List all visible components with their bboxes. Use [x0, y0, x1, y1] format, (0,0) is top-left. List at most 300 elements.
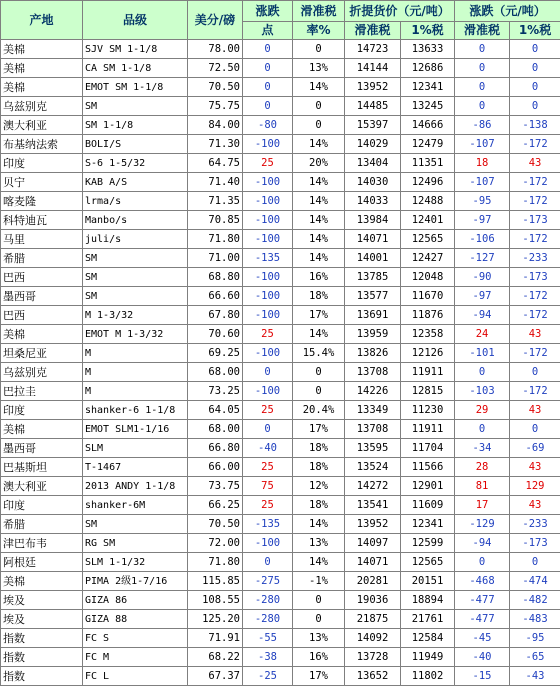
cell-change-points: 25	[243, 154, 293, 173]
cell-price: 68.80	[188, 268, 243, 287]
cell-price-sliding: 13541	[345, 496, 401, 515]
cell-price-1pct: 12341	[401, 515, 455, 534]
cell-change-sliding: -86	[455, 116, 510, 135]
cell-change-sliding: -107	[455, 173, 510, 192]
cell-sliding-tax-rate: 20.4%	[293, 401, 345, 420]
table-row	[1, 192, 560, 211]
cell-grade: EMOT SM 1-1/8	[83, 78, 188, 97]
cell-price: 115.85	[188, 572, 243, 591]
cell-change-points: 0	[243, 363, 293, 382]
cell-grade: RG SM	[83, 534, 188, 553]
cell-change-sliding: -106	[455, 230, 510, 249]
cell-change-1pct: 0	[510, 420, 560, 439]
header-port-1pct: 1%税	[401, 22, 455, 40]
cell-change-sliding: -107	[455, 135, 510, 154]
table-row	[1, 344, 560, 363]
cell-change-points: -100	[243, 211, 293, 230]
cell-grade: lrma/s	[83, 192, 188, 211]
cell-grade: SLM	[83, 439, 188, 458]
header-sliding-tax-bottom: 率%	[293, 22, 345, 40]
cell-origin: 墨西哥	[1, 439, 83, 458]
cell-price-1pct: 11566	[401, 458, 455, 477]
cell-sliding-tax-rate: 0	[293, 382, 345, 401]
cell-origin: 埃及	[1, 591, 83, 610]
cell-change-1pct: 129	[510, 477, 560, 496]
header-change-points-bottom: 点	[243, 22, 293, 40]
cell-price: 70.50	[188, 515, 243, 534]
cell-grade: SJV SM 1-1/8	[83, 40, 188, 59]
cell-price-1pct: 18894	[401, 591, 455, 610]
cell-price-sliding: 13959	[345, 325, 401, 344]
table-row	[1, 439, 560, 458]
cell-grade: T-1467	[83, 458, 188, 477]
table-row	[1, 306, 560, 325]
cell-change-sliding: 0	[455, 363, 510, 382]
cell-price-sliding: 21875	[345, 610, 401, 629]
cell-change-sliding: -34	[455, 439, 510, 458]
cell-grade: SM	[83, 97, 188, 116]
cell-price-1pct: 11230	[401, 401, 455, 420]
cell-origin: 希腊	[1, 515, 83, 534]
cell-change-points: -100	[243, 173, 293, 192]
cell-change-points: 75	[243, 477, 293, 496]
header-grade: 品级	[83, 1, 188, 40]
cell-sliding-tax-rate: 14%	[293, 135, 345, 154]
cell-grade: PIMA 2级1-7/16	[83, 572, 188, 591]
cell-change-sliding: 0	[455, 553, 510, 572]
cell-price-sliding: 13349	[345, 401, 401, 420]
header-usd-per-lb: 美分/磅	[188, 1, 243, 40]
cell-change-1pct: 0	[510, 553, 560, 572]
cell-grade: M	[83, 382, 188, 401]
cell-change-1pct: -172	[510, 287, 560, 306]
cell-price-1pct: 12496	[401, 173, 455, 192]
header-change-yuan: 涨跌（元/吨）	[455, 1, 560, 22]
table-row	[1, 325, 560, 344]
cell-origin: 美棉	[1, 420, 83, 439]
cell-price-1pct: 11911	[401, 363, 455, 382]
cell-change-1pct: -172	[510, 306, 560, 325]
header-change-points-top: 涨跌	[243, 1, 293, 22]
table-row	[1, 477, 560, 496]
cell-price: 71.35	[188, 192, 243, 211]
cell-price-1pct: 11876	[401, 306, 455, 325]
cell-origin: 科特迪瓦	[1, 211, 83, 230]
cell-price-sliding: 13652	[345, 667, 401, 686]
cell-change-1pct: -43	[510, 667, 560, 686]
cell-grade: SM	[83, 515, 188, 534]
table-row	[1, 230, 560, 249]
cell-origin: 巴拉圭	[1, 382, 83, 401]
cell-price: 71.80	[188, 553, 243, 572]
header-sliding-tax-top: 滑准税	[293, 1, 345, 22]
cell-origin: 印度	[1, 496, 83, 515]
table-row	[1, 154, 560, 173]
cell-change-points: -100	[243, 287, 293, 306]
cell-price-sliding: 19036	[345, 591, 401, 610]
cell-origin: 墨西哥	[1, 287, 83, 306]
cell-grade: KAB A/S	[83, 173, 188, 192]
cell-price: 125.20	[188, 610, 243, 629]
cell-price-1pct: 11949	[401, 648, 455, 667]
cell-grade: S-6 1-5/32	[83, 154, 188, 173]
header-change-sliding: 滑准税	[455, 22, 510, 40]
cell-change-points: -38	[243, 648, 293, 667]
cell-change-1pct: -482	[510, 591, 560, 610]
cell-change-1pct: -474	[510, 572, 560, 591]
table-row	[1, 401, 560, 420]
cell-grade: GIZA 86	[83, 591, 188, 610]
cell-origin: 澳大利亚	[1, 116, 83, 135]
cell-change-1pct: -95	[510, 629, 560, 648]
table-row	[1, 249, 560, 268]
cell-change-1pct: -172	[510, 173, 560, 192]
table-row	[1, 40, 560, 59]
cell-price-1pct: 12126	[401, 344, 455, 363]
cell-sliding-tax-rate: 0	[293, 97, 345, 116]
cell-price: 66.00	[188, 458, 243, 477]
table-row	[1, 268, 560, 287]
cell-sliding-tax-rate: 14%	[293, 173, 345, 192]
table-row	[1, 382, 560, 401]
cell-price: 70.50	[188, 78, 243, 97]
cell-change-points: 0	[243, 78, 293, 97]
cell-change-1pct: 0	[510, 363, 560, 382]
cell-price-1pct: 12479	[401, 135, 455, 154]
header-port-price: 折提货价（元/吨）	[345, 1, 455, 22]
cell-price-sliding: 14001	[345, 249, 401, 268]
cell-price-sliding: 13691	[345, 306, 401, 325]
cell-change-points: -100	[243, 192, 293, 211]
cell-change-1pct: 0	[510, 59, 560, 78]
cell-change-1pct: 43	[510, 401, 560, 420]
cell-origin: 指数	[1, 648, 83, 667]
header-origin: 产地	[1, 1, 83, 40]
cell-change-points: 25	[243, 496, 293, 515]
cell-change-1pct: -233	[510, 515, 560, 534]
cell-price: 66.25	[188, 496, 243, 515]
table-row	[1, 496, 560, 515]
cell-change-sliding: -97	[455, 287, 510, 306]
table-row	[1, 116, 560, 135]
cell-grade: FC M	[83, 648, 188, 667]
cell-change-points: -100	[243, 382, 293, 401]
cell-origin: 喀麦隆	[1, 192, 83, 211]
cell-price-sliding: 13404	[345, 154, 401, 173]
table-row	[1, 648, 560, 667]
cell-price-1pct: 12599	[401, 534, 455, 553]
cell-change-sliding: 0	[455, 40, 510, 59]
table-row	[1, 363, 560, 382]
cell-price: 68.00	[188, 363, 243, 382]
cell-grade: SM 1-1/8	[83, 116, 188, 135]
cell-change-1pct: -172	[510, 192, 560, 211]
cell-price-sliding: 14071	[345, 230, 401, 249]
cell-sliding-tax-rate: 14%	[293, 230, 345, 249]
cell-grade: SM	[83, 268, 188, 287]
cell-change-1pct: -172	[510, 382, 560, 401]
cell-price-1pct: 12341	[401, 78, 455, 97]
cell-origin: 印度	[1, 154, 83, 173]
cell-price-1pct: 12565	[401, 230, 455, 249]
cell-price: 71.30	[188, 135, 243, 154]
table-row	[1, 78, 560, 97]
cell-change-points: 25	[243, 325, 293, 344]
cell-origin: 美棉	[1, 59, 83, 78]
cell-sliding-tax-rate: 14%	[293, 211, 345, 230]
cell-change-sliding: -127	[455, 249, 510, 268]
cell-change-sliding: -477	[455, 610, 510, 629]
cell-price: 71.40	[188, 173, 243, 192]
cell-change-sliding: -40	[455, 648, 510, 667]
cell-change-points: -275	[243, 572, 293, 591]
cell-price-1pct: 11670	[401, 287, 455, 306]
cell-price-1pct: 12048	[401, 268, 455, 287]
cell-origin: 希腊	[1, 249, 83, 268]
table-row	[1, 515, 560, 534]
cell-change-points: -135	[243, 249, 293, 268]
cell-grade: M 1-3/32	[83, 306, 188, 325]
cell-change-points: 0	[243, 97, 293, 116]
cell-sliding-tax-rate: 14%	[293, 192, 345, 211]
cell-sliding-tax-rate: 16%	[293, 648, 345, 667]
cell-price: 66.60	[188, 287, 243, 306]
cell-change-sliding: 0	[455, 59, 510, 78]
cell-price-sliding: 14485	[345, 97, 401, 116]
cell-sliding-tax-rate: 0	[293, 610, 345, 629]
table-row	[1, 97, 560, 116]
cell-price-sliding: 15397	[345, 116, 401, 135]
cell-price-sliding: 13524	[345, 458, 401, 477]
cell-price-sliding: 14144	[345, 59, 401, 78]
cell-price-sliding: 14030	[345, 173, 401, 192]
cell-origin: 巴西	[1, 268, 83, 287]
cell-grade: SLM 1-1/32	[83, 553, 188, 572]
cell-change-points: -280	[243, 610, 293, 629]
cell-change-points: -100	[243, 534, 293, 553]
cell-change-sliding: 81	[455, 477, 510, 496]
cell-grade: SM	[83, 287, 188, 306]
cell-sliding-tax-rate: 13%	[293, 629, 345, 648]
cell-sliding-tax-rate: 0	[293, 116, 345, 135]
cell-price: 72.00	[188, 534, 243, 553]
cell-change-points: -100	[243, 135, 293, 154]
cell-price-1pct: 12901	[401, 477, 455, 496]
cell-origin: 贝宁	[1, 173, 83, 192]
cell-change-sliding: 17	[455, 496, 510, 515]
cell-origin: 巴西	[1, 306, 83, 325]
cell-price-1pct: 13633	[401, 40, 455, 59]
cell-change-sliding: 24	[455, 325, 510, 344]
cell-sliding-tax-rate: 18%	[293, 287, 345, 306]
cell-change-points: -280	[243, 591, 293, 610]
cell-price-sliding: 13826	[345, 344, 401, 363]
cell-change-sliding: 18	[455, 154, 510, 173]
cell-price-1pct: 12427	[401, 249, 455, 268]
cell-change-points: 25	[243, 458, 293, 477]
cell-change-1pct: -173	[510, 268, 560, 287]
cell-origin: 美棉	[1, 78, 83, 97]
cell-grade: FC S	[83, 629, 188, 648]
cell-price-sliding: 13952	[345, 78, 401, 97]
cell-change-sliding: 0	[455, 78, 510, 97]
cell-price-1pct: 21761	[401, 610, 455, 629]
table-row	[1, 667, 560, 686]
cell-origin: 布基纳法索	[1, 135, 83, 154]
cell-price-sliding: 14071	[345, 553, 401, 572]
cell-change-1pct: 43	[510, 325, 560, 344]
cell-price-sliding: 14033	[345, 192, 401, 211]
cell-sliding-tax-rate: 14%	[293, 325, 345, 344]
table-row	[1, 59, 560, 78]
cell-sliding-tax-rate: 16%	[293, 268, 345, 287]
cell-change-sliding: -477	[455, 591, 510, 610]
table-row	[1, 610, 560, 629]
cell-change-sliding: 0	[455, 97, 510, 116]
cell-price: 84.00	[188, 116, 243, 135]
cell-origin: 巴基斯坦	[1, 458, 83, 477]
cell-change-1pct: -173	[510, 534, 560, 553]
cell-change-1pct: 0	[510, 78, 560, 97]
cell-sliding-tax-rate: 18%	[293, 458, 345, 477]
table-row	[1, 534, 560, 553]
cell-price: 73.25	[188, 382, 243, 401]
cell-price: 64.05	[188, 401, 243, 420]
cell-change-sliding: -90	[455, 268, 510, 287]
cell-change-1pct: -233	[510, 249, 560, 268]
cell-origin: 马里	[1, 230, 83, 249]
header-change-1pct: 1%税	[510, 22, 560, 40]
table-header	[1, 1, 560, 40]
cell-price-sliding: 13708	[345, 363, 401, 382]
cell-price-1pct: 12815	[401, 382, 455, 401]
cell-price-1pct: 12401	[401, 211, 455, 230]
cell-grade: M	[83, 344, 188, 363]
cell-price: 71.80	[188, 230, 243, 249]
cell-grade: GIZA 88	[83, 610, 188, 629]
table-row	[1, 420, 560, 439]
cell-change-points: -40	[243, 439, 293, 458]
cell-price: 70.85	[188, 211, 243, 230]
cell-price-1pct: 12358	[401, 325, 455, 344]
cell-price-sliding: 13577	[345, 287, 401, 306]
cell-change-sliding: 0	[455, 420, 510, 439]
cell-price: 78.00	[188, 40, 243, 59]
cell-grade: EMOT M 1-3/32	[83, 325, 188, 344]
cell-price: 70.60	[188, 325, 243, 344]
cell-price-1pct: 13245	[401, 97, 455, 116]
cell-change-points: 0	[243, 59, 293, 78]
cell-sliding-tax-rate: -1%	[293, 572, 345, 591]
cell-price-sliding: 13984	[345, 211, 401, 230]
cell-price: 67.80	[188, 306, 243, 325]
table-row	[1, 211, 560, 230]
cell-change-sliding: -101	[455, 344, 510, 363]
cell-price-1pct: 11609	[401, 496, 455, 515]
cell-change-1pct: -483	[510, 610, 560, 629]
cell-change-sliding: -97	[455, 211, 510, 230]
cell-price: 67.37	[188, 667, 243, 686]
cell-change-1pct: -172	[510, 230, 560, 249]
cell-price-1pct: 20151	[401, 572, 455, 591]
cell-origin: 乌兹别克	[1, 363, 83, 382]
cell-origin: 埃及	[1, 610, 83, 629]
cell-change-points: 25	[243, 401, 293, 420]
cell-sliding-tax-rate: 17%	[293, 306, 345, 325]
cell-price: 64.75	[188, 154, 243, 173]
cell-price-sliding: 13708	[345, 420, 401, 439]
cell-grade: SM	[83, 249, 188, 268]
cell-price: 75.75	[188, 97, 243, 116]
cell-sliding-tax-rate: 18%	[293, 496, 345, 515]
cell-price-sliding: 13952	[345, 515, 401, 534]
cell-origin: 美棉	[1, 325, 83, 344]
table-row	[1, 458, 560, 477]
cell-change-1pct: -138	[510, 116, 560, 135]
table-row	[1, 135, 560, 154]
cell-sliding-tax-rate: 13%	[293, 59, 345, 78]
cell-change-sliding: -129	[455, 515, 510, 534]
cell-change-1pct: 43	[510, 496, 560, 515]
cell-sliding-tax-rate: 14%	[293, 553, 345, 572]
cell-origin: 美棉	[1, 40, 83, 59]
cell-price: 108.55	[188, 591, 243, 610]
cell-grade: 2013 ANDY 1-1/8	[83, 477, 188, 496]
cell-price-sliding: 13728	[345, 648, 401, 667]
cell-grade: M	[83, 363, 188, 382]
cell-change-sliding: 28	[455, 458, 510, 477]
cell-change-1pct: 43	[510, 458, 560, 477]
cell-change-points: -80	[243, 116, 293, 135]
cell-sliding-tax-rate: 0	[293, 40, 345, 59]
cell-origin: 指数	[1, 667, 83, 686]
cell-price-1pct: 11704	[401, 439, 455, 458]
cell-price-sliding: 14029	[345, 135, 401, 154]
cell-sliding-tax-rate: 0	[293, 363, 345, 382]
cell-change-1pct: -172	[510, 344, 560, 363]
cell-grade: BOLI/S	[83, 135, 188, 154]
cell-price-1pct: 12488	[401, 192, 455, 211]
cell-origin: 乌兹别克	[1, 97, 83, 116]
table-row	[1, 629, 560, 648]
cell-price: 71.00	[188, 249, 243, 268]
cell-price: 72.50	[188, 59, 243, 78]
table-row	[1, 572, 560, 591]
cell-price-1pct: 11802	[401, 667, 455, 686]
cell-sliding-tax-rate: 17%	[293, 420, 345, 439]
table-row	[1, 553, 560, 572]
cell-price-sliding: 14097	[345, 534, 401, 553]
cell-change-sliding: -103	[455, 382, 510, 401]
cell-price-1pct: 12686	[401, 59, 455, 78]
cell-sliding-tax-rate: 14%	[293, 78, 345, 97]
cell-sliding-tax-rate: 20%	[293, 154, 345, 173]
cell-grade: shanker-6M	[83, 496, 188, 515]
cell-sliding-tax-rate: 0	[293, 591, 345, 610]
cell-origin: 津巴布韦	[1, 534, 83, 553]
cell-price-1pct: 11351	[401, 154, 455, 173]
cell-grade: FC L	[83, 667, 188, 686]
cell-origin: 印度	[1, 401, 83, 420]
cell-change-1pct: -69	[510, 439, 560, 458]
cell-price-sliding: 14723	[345, 40, 401, 59]
cell-change-points: -135	[243, 515, 293, 534]
cell-grade: shanker-6 1-1/8	[83, 401, 188, 420]
cell-origin: 澳大利亚	[1, 477, 83, 496]
cell-price: 66.80	[188, 439, 243, 458]
cell-grade: Manbo/s	[83, 211, 188, 230]
cell-origin: 指数	[1, 629, 83, 648]
